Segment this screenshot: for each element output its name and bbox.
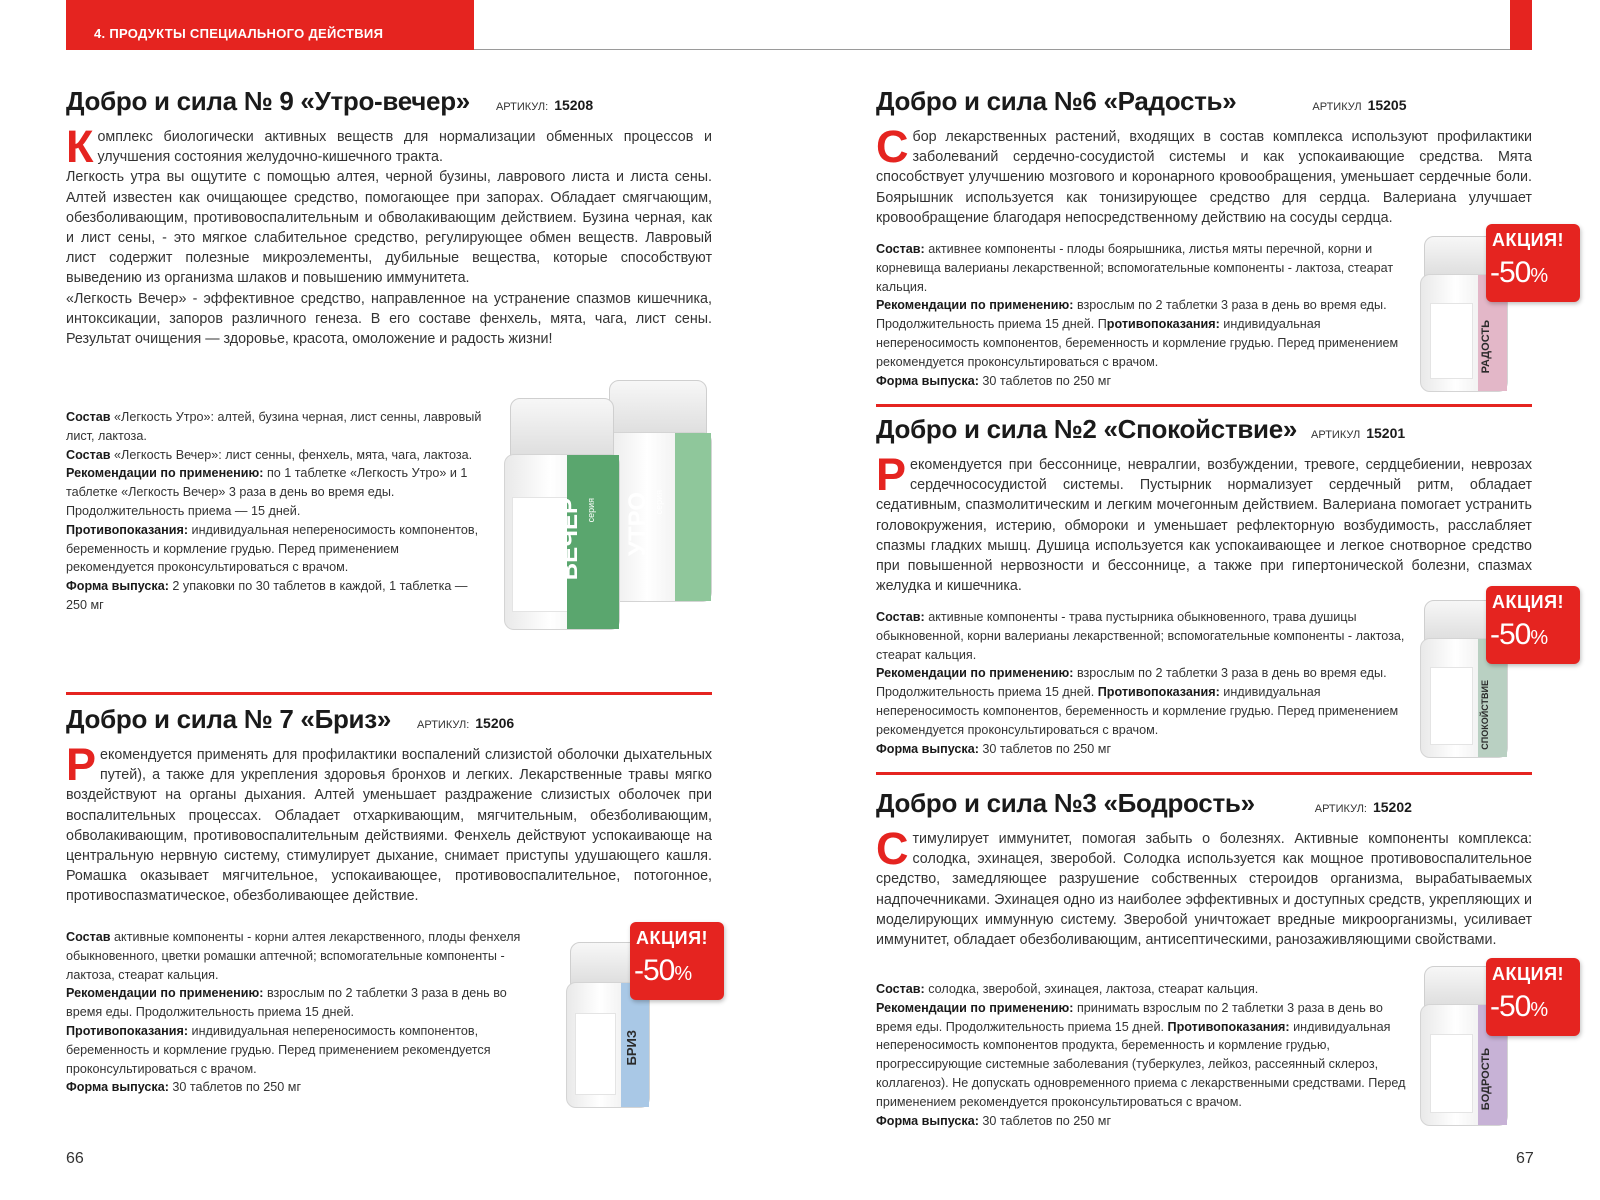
page-number-left: 66 <box>66 1150 84 1167</box>
badge-discount: -50% <box>1490 990 1548 1023</box>
recommendations-label: Рекомендации по применению: <box>876 1000 1074 1015</box>
product-details-9 <box>66 408 486 615</box>
product-details-7 <box>66 928 536 1097</box>
bottle-utro-series: серия <box>654 490 664 515</box>
article-label: АРТИКУЛ: <box>495 101 549 113</box>
product-section-6 <box>876 86 1532 228</box>
composition-label: Состав <box>876 982 921 996</box>
composition-text: активнее компоненты - плоды боярышника, листья мяты перечной, корни и корневища валерианы лекарственной; вспомогательные компоненты - лактоза, стеарат кальция. <box>876 242 1394 294</box>
page-number-right: 67 <box>1516 1150 1534 1167</box>
drop-cap: С <box>876 121 909 172</box>
article-number <box>496 97 593 113</box>
composition-label: Состав <box>66 930 111 944</box>
form-label: Форма выпуска: <box>876 373 979 388</box>
contraindications-text: индивидуальная непереносимость компонентов, беременность и кормление грудью. Перед применением рекомендуется проконсультироваться с врачом. <box>66 522 479 575</box>
composition-text: активные компоненты - корни алтея лекарственного, плоды фенхеля обыкновенного, цветки ромашки аптечной; вспомогательные компоненты - лактоза, стеарат кальция. <box>66 930 521 982</box>
bottle-vecher-label: ВЕЧЕР <box>556 498 583 581</box>
description-paragraph: «Легкость Вечер» - эффективное средство, направленное на устранение спазмов кишечника, интоксикации, запоров различного генеза. В его составе фенхель, мята, чага, лист сены. Результат очищения — здоровье, красота, омоложение и радость жизни! <box>66 290 712 348</box>
article-value: 15206 <box>475 715 515 731</box>
form-text: 30 таблетов по 250 мг <box>978 741 1112 756</box>
recommendations-text: по 1 таблетке «Легкость Утро» и 1 таблетке «Легкость Вечер» 3 раза в день во время еды. Продолжительность приема — 15 дней. <box>66 466 468 518</box>
product-description <box>66 121 712 349</box>
product-title-row <box>876 788 1532 819</box>
drop-cap: К <box>66 121 94 172</box>
product-title: Добро и сила № 9 «Утро-вечер» <box>66 86 470 116</box>
section-divider <box>876 404 1532 407</box>
product-description <box>66 739 712 907</box>
bottle-radost-label: РАДОСТЬ <box>1480 320 1492 374</box>
recommendations-text: принимать взрослым по 2 таблетки 3 раза в день во время еды. Продолжительность приема 15 дней. <box>876 1000 1383 1034</box>
article-value: 15202 <box>1372 799 1412 815</box>
section-divider <box>876 772 1532 775</box>
recommendations-label: Рекомендации по применению: <box>876 666 1074 681</box>
bottle-bodrost-label: БОДРОСТЬ <box>1480 1048 1492 1111</box>
product-title-row <box>66 86 712 117</box>
product-description <box>876 823 1532 950</box>
article-label: АРТИКУЛ <box>1312 101 1362 113</box>
description-paragraph: омплекс биологически активных веществ для нормализации обменных процессов и улучшения состояния желудочно-кишечного тракта. <box>97 129 712 166</box>
article-value: 15208 <box>554 97 594 113</box>
discount-badge <box>630 922 724 1000</box>
composition-label: Состав <box>876 610 921 624</box>
description-paragraph: екомендуется применять для профилактики воспалений слизистой оболочки дыхательных путей), а также для укрепления здоровья бронхов и легких. Лекарственные травы мягко воздействуют на органы дыхания. Алтей уменьшает раздражение слизистых оболочек при воспалительных процессах. Обладает отхаркивающим, мягчительным, обезболивающим, обволакивающим, противовоспалительным действиями. Фенхель действуют успокаивающе на центральную нервную систему, стимулирует дыхание, снимает приступы удушающего кашля. Ромашка оказывает мягчительное, успокаивающее, противовоспалительное, потогонное, противоспазматическое, обезболивающее действие. <box>66 747 712 905</box>
composition-label: Состав <box>66 447 111 462</box>
badge-promo-text: АКЦИЯ! <box>1492 592 1565 612</box>
bottle-spokoistvie-label: СПОКОЙСТВИЕ <box>1480 680 1490 750</box>
product-title-row <box>66 704 712 735</box>
recommendations-label: Рекомендации по применению: <box>66 466 264 481</box>
section-header-title: 4. ПРОДУКТЫ СПЕЦИАЛЬНОГО ДЕЙСТВИЯ <box>94 26 384 41</box>
contraindications-text: индивидуальная непереносимость компонентов, беременность и кормление грудью. Перед применением рекомендуется проконсультироваться с врачом. <box>876 685 1399 737</box>
form-label: Форма выпуска: <box>876 741 979 756</box>
recommendations-label: Рекомендации по применению: <box>66 986 264 1001</box>
recommendations-label: Рекомендации по применению: <box>876 298 1074 313</box>
composition-text: «Легкость Вечер»: лист сенны, фенхель, мята, чага, лактоза. <box>110 447 473 462</box>
article-label: АРТИКУЛ <box>1311 429 1361 441</box>
article-label: АРТИКУЛ: <box>1314 803 1367 815</box>
composition-text: солодка, зверобой, эхинацея, лактоза, стеарат кальция. <box>924 982 1259 996</box>
product-title: Добро и сила №6 «Радость» <box>876 86 1237 116</box>
badge-discount: -50% <box>1490 618 1548 651</box>
product-section-9 <box>66 86 712 349</box>
contraindications-text: индивидуальная непереносимость компонентов, беременность и кормление грудью. Перед применением рекомендуется проконсультироваться с врачом. <box>876 317 1399 369</box>
contraindications-label: ротивопоказания: <box>1106 317 1220 332</box>
product-section-2 <box>876 414 1532 596</box>
recommendations-text: взрослым по 2 таблетки 3 раза в день во время еды. Продолжительность приема 15 дней. <box>66 986 507 1020</box>
form-text: 30 таблетов по 250 мг <box>168 1080 302 1095</box>
product-details-3: Состав: солодка, зверобой, эхинацея, лактоза, стеарат кальция. Рекомендации по применению: принимать взрослым по 2 таблетки 3 раза в день во время еды. Продолжительность приема 15 дней. Противопоказания: индивидуальная непереносимость компонентов продукта, беременность и кормление грудью, прогрессирующие системные заболевания (туберкулез, лейкоз, рассеянный склероз, коллагеноз). Не допускать одновременного приема с лекарственными средствами. Перед применением рекомендуется проконсультироваться с врачом. Форма выпуска: 30 таблетов по 250 мг <box>876 982 1406 1128</box>
product-title: Добро и сила № 7 «Бриз» <box>66 704 392 734</box>
discount-badge <box>1486 586 1580 664</box>
discount-badge <box>1486 224 1580 302</box>
article-value: 15201 <box>1366 425 1406 441</box>
article-number <box>417 715 514 731</box>
product-section-7 <box>66 704 712 907</box>
contraindications-label: Противопоказания: <box>1167 1019 1290 1034</box>
discount-badge <box>1486 958 1580 1036</box>
form-text: 2 упаковки по 30 таблетов в каждой, 1 таблетка — 250 мг <box>66 579 468 612</box>
recommendations-text: взрослым по 2 таблетки 3 раза в день во время еды. Продолжительность приема 15 дней. П <box>876 298 1387 332</box>
contraindications-label: Противопоказания: <box>1097 685 1220 700</box>
product-description <box>876 121 1532 228</box>
description-paragraph: Легкость утра вы ощутите с помощью алтея, черной бузины, лаврового листа и листа сены. Алтей известен как очищающее средство, помогающее при запорах. Обладает смягчающим, обезболивающим, противовоспалительным и обволакивающим действием. Бузина черная, как и лист сены, - это мягкое слабительное средство, регулирующее обмен веществ. Лавровый лист содержит полезные микроэлементы, дубильные вещества, которые способствуют выведению из организма шлаков и повышению иммунитета. <box>66 169 712 287</box>
composition-label: Состав <box>66 410 111 424</box>
form-label: Форма выпуска: <box>66 1080 169 1095</box>
contraindications-label: Противопоказания: <box>66 1023 189 1038</box>
product-title: Добро и сила №3 «Бодрость» <box>876 788 1255 818</box>
bottle-vecher-series: серия <box>586 498 596 523</box>
bottle-utro-image <box>604 380 712 602</box>
product-title-row <box>876 86 1532 117</box>
header-accent-bar <box>1510 0 1532 50</box>
contraindications-text: индивидуальная непереносимость компонентов, беременность и кормление грудью. Перед применением рекомендуется проконсультироваться с врачом. <box>66 1023 491 1076</box>
contraindications-label: Противопоказания: <box>66 522 189 537</box>
form-text: 30 таблетов по 250 мг <box>978 373 1112 388</box>
bottle-utro-label: УТРО <box>624 492 651 556</box>
product-details-6: Состав: активнее компоненты - плоды боярышника, листья мяты перечной, корни и корневища валерианы лекарственной; вспомогательные компоненты - лактоза, стеарат кальция. Рекомендации по применению: взрослым по 2 таблетки 3 раза в день во время еды. Продолжительность приема 15 дней. Противопоказания: индивидуальная непереносимость компонентов, беременность и кормление грудью. Перед применением рекомендуется проконсультироваться с врачом. Форма выпуска: 30 таблетов по 250 мг <box>876 242 1399 388</box>
form-label: Форма выпуска: <box>876 1113 979 1128</box>
product-title: Добро и сила №2 «Спокойствие» <box>876 414 1298 444</box>
product-title-row <box>876 414 1532 445</box>
description-paragraph: тимулирует иммунитет, помогая забыть о болезнях. Активные компоненты комплекса: солодка, эхинацея, зверобой. Солодка используется как мощное противовоспалительное средство, замедляющее разрушение собственных стероидов организма, вырабатываемых надпочечниками. Эхинацея одно из наиболее эффективных и доступных средств, укрепляющих и моделирующих иммунную систему. Зверобой уничтожает вредные микроорганизмы, усиливает иммунитет, обладает обезболивающим, антисептическими, ранозаживляющими свойствами. <box>876 831 1532 949</box>
description-paragraph: бор лекарственных растений, входящих в состав комплекса используют профилактики заболеваний сердечно-сосудистой системы и как успокаивающие средства. Мята способствует улучшению мозгового и коронарного кровообращения, уменьшает сердечные боли. Боярышник используется как тонизирующее средство для сердца. Валериана улучшает кровообращение благодаря непосредственному действию на сосуды сердца. <box>876 129 1532 226</box>
recommendations-text: взрослым по 2 таблетки 3 раза в день во время еды. Продолжительность приема 15 дней. <box>876 666 1387 700</box>
article-value: 15205 <box>1367 97 1407 113</box>
drop-cap: Р <box>876 449 907 500</box>
article-label: АРТИКУЛ: <box>417 719 470 731</box>
product-details-2: Состав: активные компоненты - трава пустырника обыкновенного, трава душицы обыкновенной, корни валерианы лекарственной; вспомогательные компоненты - лактоза, стеарат кальция. Рекомендации по применению: взрослым по 2 таблетки 3 раза в день во время еды. Продолжительность приема 15 дней. Противопоказания: индивидуальная непереносимость компонентов, беременность и кормление грудью. Перед применением рекомендуется проконсультироваться с врачом. Форма выпуска: 30 таблетов по 250 мг <box>876 610 1405 756</box>
composition-label: Состав <box>876 242 921 256</box>
drop-cap: С <box>876 823 909 874</box>
composition-text: активные компоненты - трава пустырника обыкновенного, трава душицы обыкновенной, корни валерианы лекарственной; вспомогательные компоненты - лактоза, стеарат кальция. <box>876 610 1405 662</box>
composition-text: «Легкость Утро»: алтей, бузина черная, лист сенны, лавровый лист, лактоза. <box>66 410 482 443</box>
contraindications-text: индивидуальная непереносимость компонентов продукта, беременность и кормление грудью, прогрессирующие системные заболевания (туберкулез, лейкоз, рассеянный склероз, коллагеноз). Не допускать одновременного приема с лекарственными средствами. Перед применением рекомендуется проконсультироваться с врачом. <box>876 1019 1406 1109</box>
product-section-3 <box>876 788 1532 950</box>
bottle-vecher-brand: легкость <box>540 500 555 557</box>
bottle-briz-label: БРИЗ <box>624 1030 639 1066</box>
header-divider <box>474 49 1510 50</box>
form-text: 30 таблетов по 250 мг <box>978 1113 1112 1128</box>
article-number <box>1311 425 1405 441</box>
bottle-vecher-image <box>504 398 620 630</box>
section-header-bar <box>66 0 474 50</box>
product-description <box>876 449 1532 596</box>
article-number <box>1312 97 1406 113</box>
description-paragraph: екомендуется при бессоннице, невралгии, возбуждении, тревоге, сердцебиении, неврозах сердечнососудистой системы. Пустырник нормализует сердечный ритм, обладает седативным, спазмолитическим и легким мочегонным действием. Валериана помогает устранить головокружения, истерию, обмороки и уменьшает рефлекторную возбудимость, расслабляет спазмы гладких мышц. Душица используется как успокаивающее и легкое снотворное средство при повышенной нервозности и бессоннице, а также при гипертонической болезни, спазмах желудка и кишечника. <box>876 457 1532 595</box>
form-label: Форма выпуска: <box>66 579 169 594</box>
badge-promo-text: АКЦИЯ! <box>1492 964 1565 984</box>
section-divider <box>66 692 712 695</box>
badge-promo-text: АКЦИЯ! <box>636 928 709 948</box>
drop-cap: Р <box>66 739 97 790</box>
badge-discount: -50% <box>634 954 692 987</box>
badge-promo-text: АКЦИЯ! <box>1492 230 1565 250</box>
article-number <box>1315 799 1412 815</box>
badge-discount: -50% <box>1490 256 1548 289</box>
